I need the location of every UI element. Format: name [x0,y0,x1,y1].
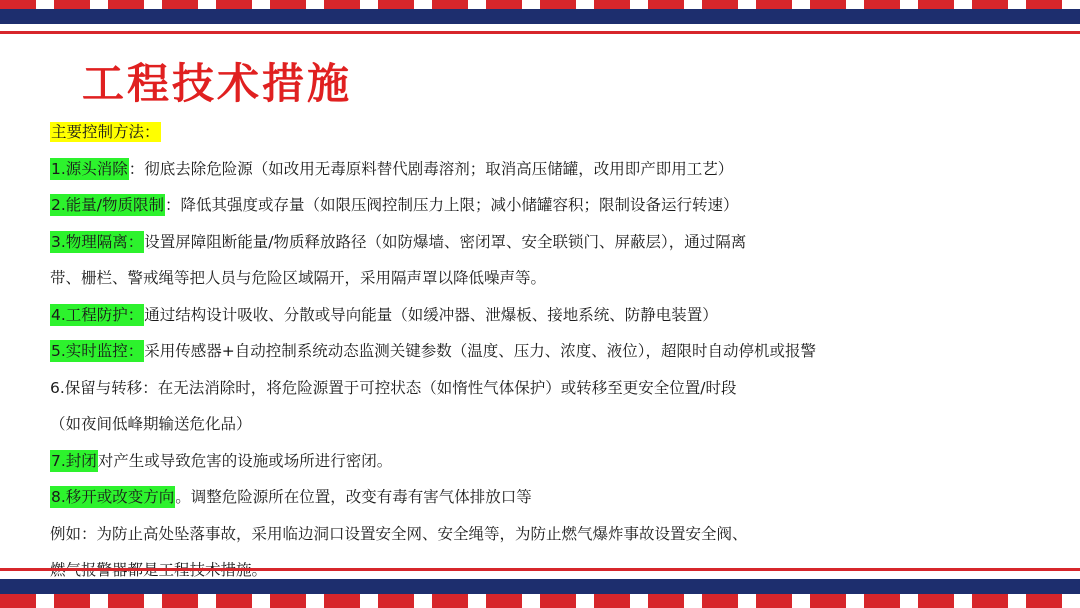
item-4 [50,301,1060,338]
item-3 [50,228,1060,265]
item-6-continuation-text: （如夜间低峰期输送危化品） [50,415,252,433]
item-6 [50,374,1060,411]
item-2-text: ：降低其强度或存量（如限压阀控制压力上限；减小储罐容积；限制设备运行转速） [165,196,739,214]
item-6-text: 6.保留与转移：在无法消除时，将危险源置于可控状态（如惰性气体保护）或转移至更安全位置/时段 [50,378,737,397]
item-5 [50,337,1060,374]
example-text: 例如：为防止高处坠落事故，采用临边洞口设置安全网、安全绳等，为防止燃气爆炸事故设置安全阀、 [50,524,748,543]
item-4-text: 通过结构设计吸收、分散或导向能量（如缓冲器、泄爆板、接地系统、防静电装置） [144,305,718,324]
item-6-continuation [50,410,1060,447]
item-3-continuation-text: 带、栅栏、警戒绳等把人员与危险区域隔开，采用隔声罩以降低噪声等。 [50,269,547,287]
control-methods-heading: 主要控制方法： [51,123,160,141]
item-3-continuation [50,264,1060,301]
item-1-text: ：彻底去除危险源（如改用无毒原料替代剧毒溶剂；取消高压储罐，改用即产即用工艺） [128,159,734,178]
item-4-label: 4.工程防护： [51,305,144,324]
item-8 [50,483,1060,520]
item-3-text: 设置屏障阻断能量/物质释放路径（如防爆墙、密闭罩、安全联锁门、屏蔽层），通过隔离 [144,232,747,251]
item-3-label: 3.物理隔离： [51,232,144,251]
item-7-label: 7.封闭 [51,451,97,470]
item-2 [50,191,1060,228]
item-1 [50,155,1060,192]
item-5-label: 5.实时监控： [51,342,144,360]
top-red-rule [0,31,1080,34]
top-navy-band [0,9,1080,24]
item-2-label: 2.能量/物质限制 [51,196,165,214]
bottom-navy-band [0,579,1080,594]
heading-line [50,118,1060,155]
example-line [50,520,1060,557]
top-stripe-band [0,0,1080,9]
bottom-stripe-band [0,594,1080,608]
slide-title: 工程技术措施 [82,59,353,108]
bottom-red-rule [0,568,1080,571]
item-1-label: 1.源头消除 [51,159,128,178]
slide-content [50,118,1060,593]
item-5-text: 采用传感器+自动控制系统动态监测关键参数（温度、压力、浓度、液位），超限时自动停机或报警 [144,342,817,360]
item-8-label: 8.移开或改变方向 [51,488,175,506]
item-7 [50,447,1060,484]
item-8-text: 。调整危险源所在位置，改变有毒有害气体排放口等 [175,488,532,506]
item-7-text: 对产生或导致危害的设施或场所进行密闭。 [97,451,393,470]
